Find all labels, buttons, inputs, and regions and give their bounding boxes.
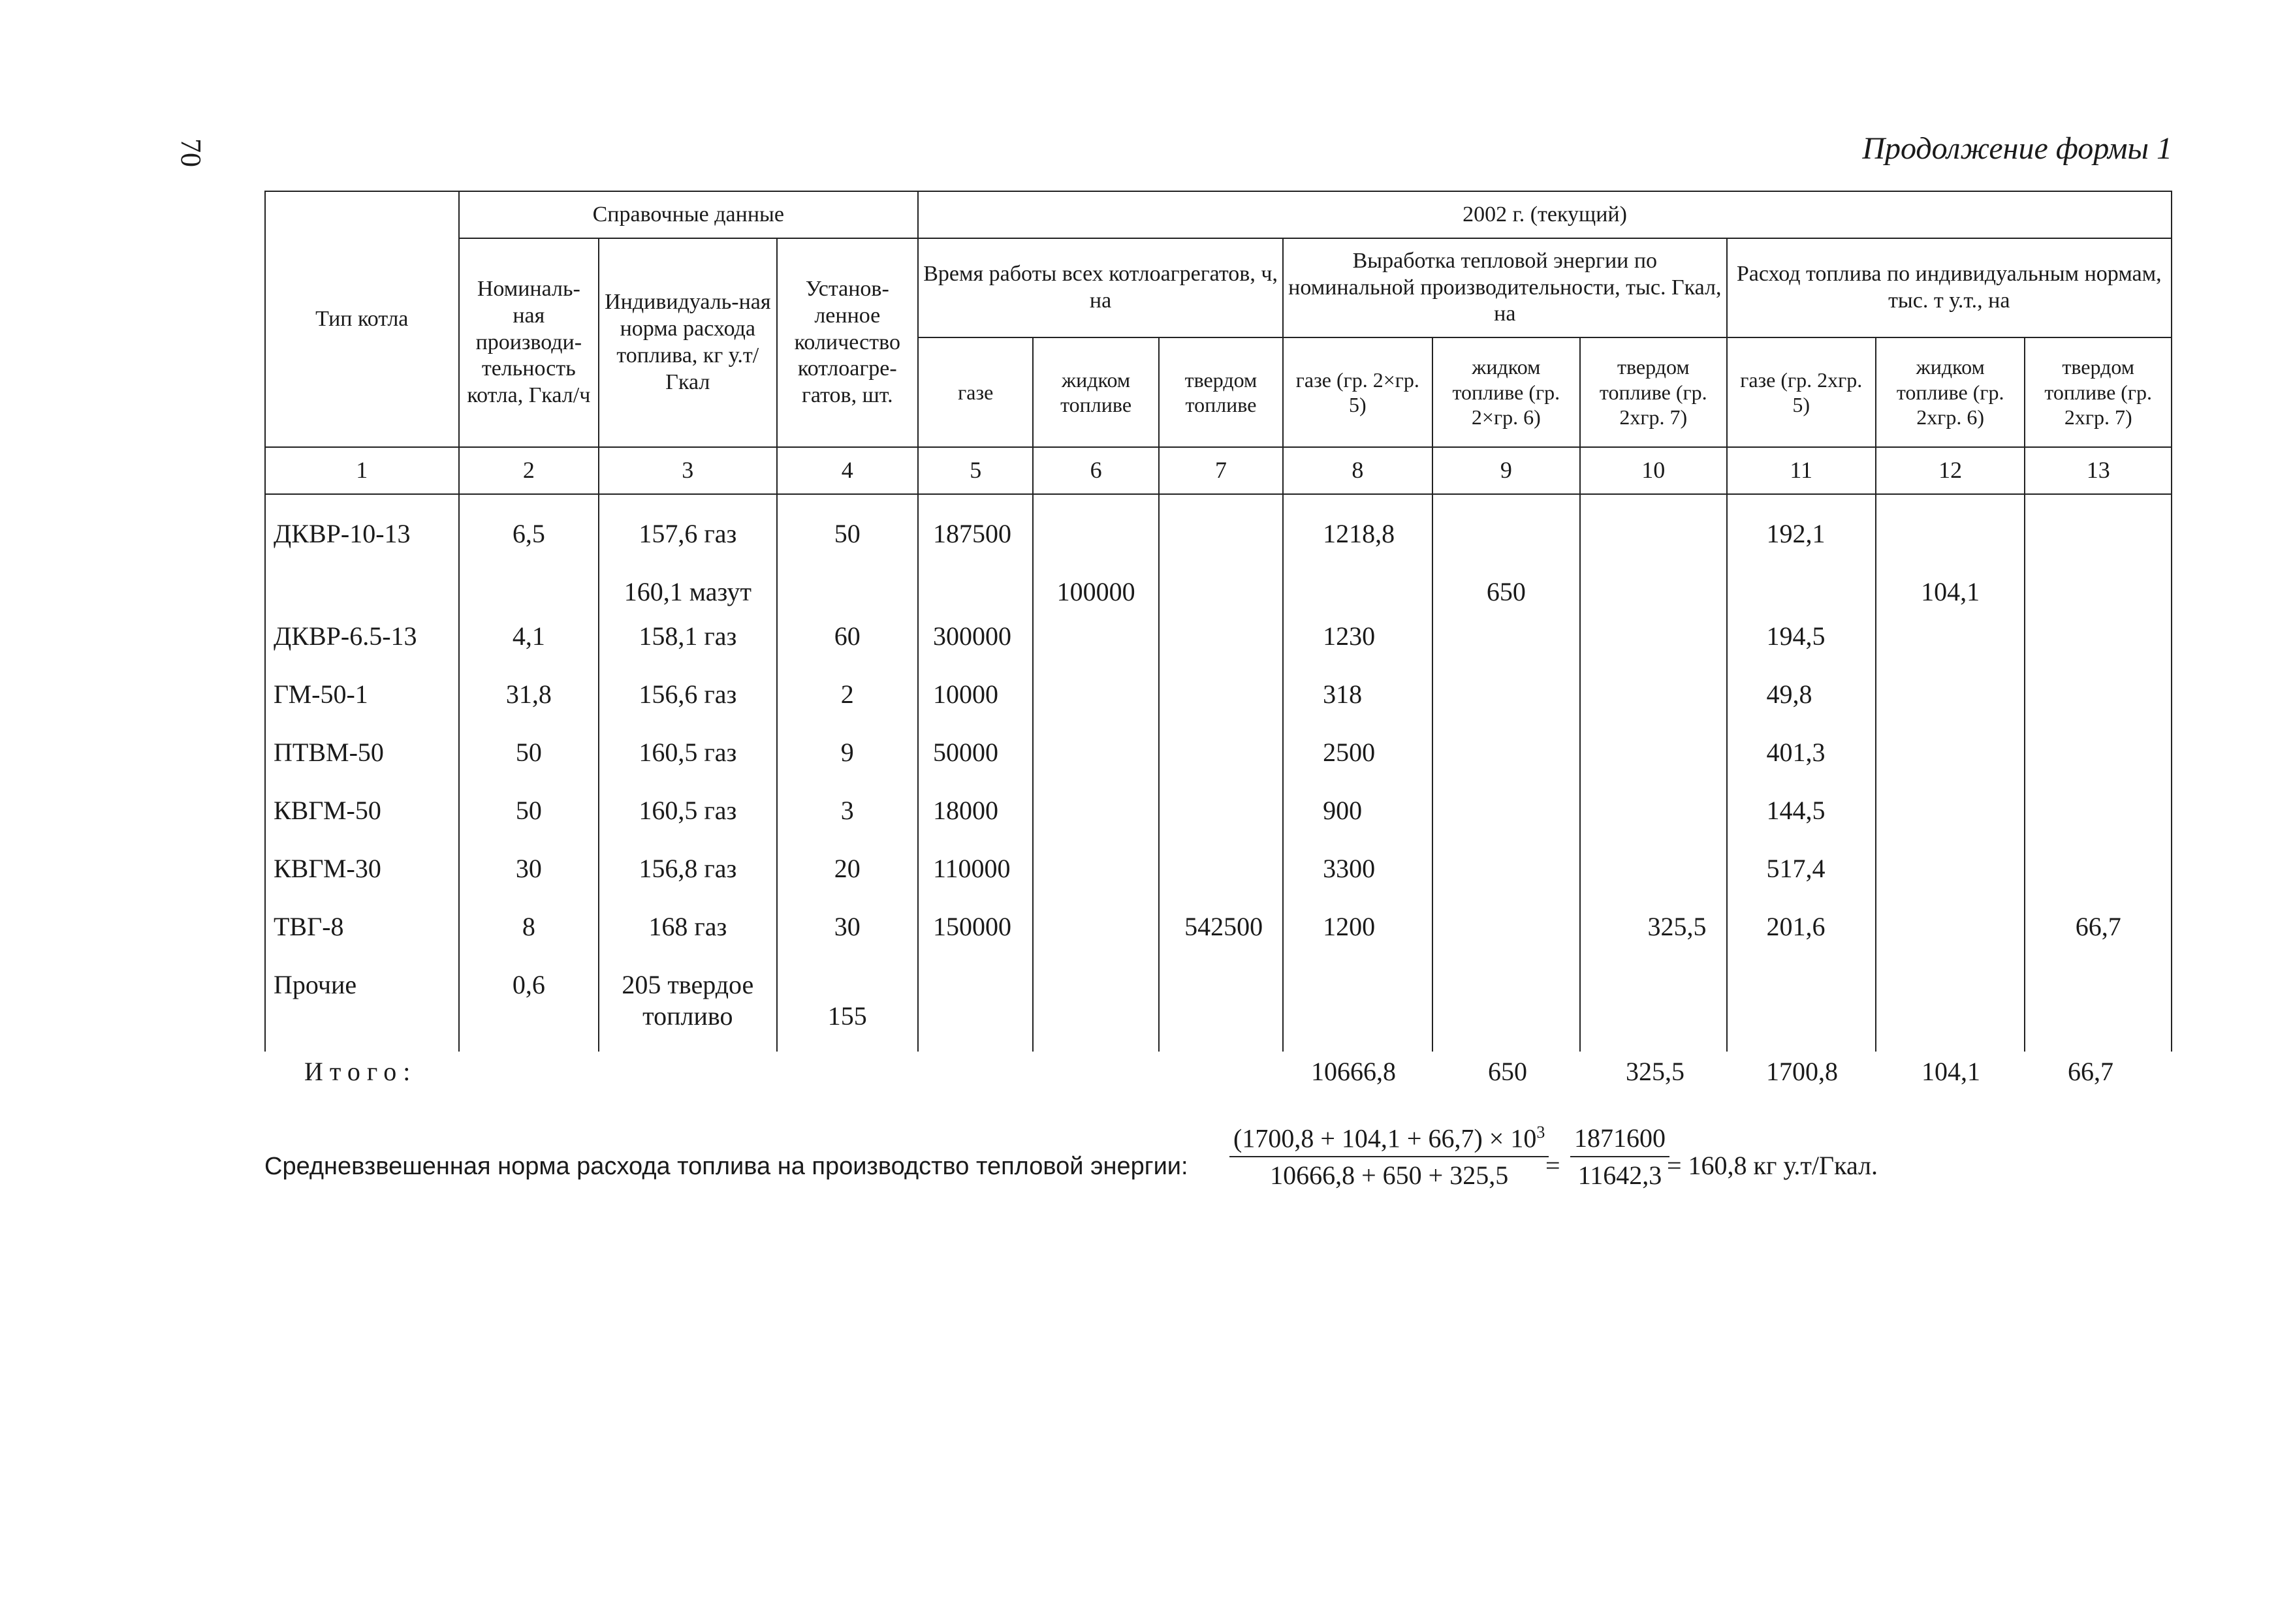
header-heat-output: Выработка тепловой энергии по номинальной производительности, тыс. Гкал, на [1283, 238, 1726, 337]
cell-time-liquid [1033, 494, 1158, 574]
formula-caption: Средневзвешенная норма расхода топлива на производство тепловой энергии: [264, 1153, 1188, 1180]
cell-fuel-liquid: 104,1 [1876, 574, 2025, 618]
cell-capacity [459, 574, 599, 618]
cell-heat-liquid: 650 [1432, 574, 1580, 618]
cell-fuel-solid [2025, 792, 2172, 851]
cell-empty [2025, 967, 2172, 1052]
cell-fuel-liquid [1876, 676, 2025, 734]
cell-norm: 157,6 газ [599, 494, 777, 574]
cell-capacity: 8 [459, 909, 599, 967]
cell-empty [1432, 967, 1580, 1052]
cell-fuel-liquid [1876, 734, 2025, 792]
cell-fuel-solid [2025, 618, 2172, 676]
cell-fuel-solid [2025, 851, 2172, 909]
formula-fraction-2 [1570, 1123, 1669, 1191]
header-wt-gas: газе [918, 337, 1033, 447]
cell-capacity: 6,5 [459, 494, 599, 574]
cell-time-gas: 50000 [918, 734, 1033, 792]
cell-fuel-gas: 517,4 [1727, 851, 1876, 909]
header-installed-count: Установ-ленное количество котлоагре-гатов, шт. [777, 238, 918, 447]
cell-time-liquid [1033, 909, 1158, 967]
cell-heat-gas [1283, 574, 1432, 618]
cell-count: 9 [777, 734, 918, 792]
page-number: 70 [175, 138, 207, 167]
cell-heat-solid [1580, 618, 1726, 676]
cell-time-solid [1159, 494, 1283, 574]
cell-heat-solid [1580, 851, 1726, 909]
header-fc-gas: газе (гр. 2хгр. 5) [1727, 337, 1876, 447]
cell-heat-gas: 1218,8 [1283, 494, 1432, 574]
cell-norm: 156,6 газ [599, 676, 777, 734]
cell-boiler-type: Прочие [265, 967, 459, 1052]
cell-boiler-type: ПТВМ-50 [265, 734, 459, 792]
header-work-time: Время работы всех котлоагрегатов, ч, на [918, 238, 1283, 337]
cell-capacity: 50 [459, 792, 599, 851]
cell-heat-gas: 1200 [1283, 909, 1432, 967]
cell-count: 2 [777, 676, 918, 734]
cell-fuel-gas: 194,5 [1727, 618, 1876, 676]
cell-fuel-liquid [1876, 909, 2025, 967]
cell-heat-liquid [1432, 851, 1580, 909]
cell-boiler-type: ТВГ-8 [265, 909, 459, 967]
column-number: 9 [1432, 447, 1580, 494]
formula-numerator-2: 1871600 [1570, 1123, 1669, 1157]
formula-denominator-2: 11642,3 [1577, 1161, 1662, 1190]
cell-boiler-type: ДКВР-6.5-13 [265, 618, 459, 676]
table-row [265, 851, 2172, 909]
cell-time-gas: 18000 [918, 792, 1033, 851]
formula-equals: = [1545, 1151, 1560, 1180]
column-number: 13 [2025, 447, 2172, 494]
cell-capacity: 31,8 [459, 676, 599, 734]
cell-boiler-type: КВГМ-50 [265, 792, 459, 851]
cell-time-solid [1159, 676, 1283, 734]
cell-heat-solid [1580, 494, 1726, 574]
cell-boiler-type: ДКВР-10-13 [265, 494, 459, 574]
header-fc-solid: твердом топливе (гр. 2хгр. 7) [2025, 337, 2172, 447]
cell-heat-gas: 3300 [1283, 851, 1432, 909]
cell-heat-solid [1580, 676, 1726, 734]
total-fuel-liquid: 104,1 [1921, 1057, 1980, 1086]
formula-denominator-1: 10666,8 + 650 + 325,5 [1270, 1161, 1509, 1191]
table-row [265, 676, 2172, 734]
cell-heat-gas: 1230 [1283, 618, 1432, 676]
header-fc-liquid: жидком топливе (гр. 2хгр. 6) [1876, 337, 2025, 447]
column-number: 8 [1283, 447, 1432, 494]
cell-fuel-gas: 201,6 [1727, 909, 1876, 967]
total-fuel-solid: 66,7 [2068, 1057, 2113, 1086]
header-ho-solid: твердом топливе (гр. 2хгр. 7) [1580, 337, 1726, 447]
cell-fuel-solid [2025, 574, 2172, 618]
cell-time-liquid: 100000 [1033, 574, 1158, 618]
column-number: 1 [265, 447, 459, 494]
cell-heat-solid [1580, 792, 1726, 851]
cell-heat-liquid [1432, 618, 1580, 676]
cell-fuel-liquid [1876, 851, 2025, 909]
cell-count [777, 574, 918, 618]
continuation-heading: Продолжение формы 1 [1862, 131, 2172, 166]
table-row [265, 574, 2172, 618]
cell-empty [1283, 967, 1432, 1052]
header-wt-liquid: жидком топливе [1033, 337, 1158, 447]
formula-fraction-1 [1229, 1123, 1549, 1191]
cell-time-gas: 10000 [918, 676, 1033, 734]
cell-fuel-gas: 192,1 [1727, 494, 1876, 574]
cell-empty [1033, 967, 1158, 1052]
table-row [265, 967, 2172, 1052]
cell-empty [1159, 967, 1283, 1052]
cell-heat-solid: 325,5 [1580, 909, 1726, 967]
cell-fuel-liquid [1876, 618, 2025, 676]
table-row [265, 792, 2172, 851]
cell-heat-liquid [1432, 734, 1580, 792]
cell-time-gas: 150000 [918, 909, 1033, 967]
cell-time-solid [1159, 851, 1283, 909]
cell-boiler-type [265, 574, 459, 618]
cell-heat-liquid [1432, 494, 1580, 574]
cell-count: 30 [777, 909, 918, 967]
table-row [265, 734, 2172, 792]
cell-fuel-solid [2025, 676, 2172, 734]
header-ho-liquid: жидком топливе (гр. 2×гр. 6) [1432, 337, 1580, 447]
cell-boiler-type: ГМ-50-1 [265, 676, 459, 734]
cell-fuel-solid: 66,7 [2025, 909, 2172, 967]
header-ho-gas: газе (гр. 2×гр. 5) [1283, 337, 1432, 447]
cell-count: 155 [777, 967, 918, 1052]
column-number: 7 [1159, 447, 1283, 494]
cell-time-solid [1159, 792, 1283, 851]
column-number: 6 [1033, 447, 1158, 494]
cell-time-solid [1159, 574, 1283, 618]
cell-heat-solid [1580, 734, 1726, 792]
total-heat-gas: 10666,8 [1311, 1057, 1396, 1086]
cell-time-solid [1159, 734, 1283, 792]
cell-heat-solid [1580, 574, 1726, 618]
cell-count: 20 [777, 851, 918, 909]
cell-fuel-gas: 144,5 [1727, 792, 1876, 851]
column-number-row [265, 447, 2172, 494]
formula-result: = 160,8 кг у.т/Гкал. [1667, 1151, 1878, 1180]
total-heat-liquid: 650 [1488, 1057, 1527, 1086]
total-fuel-gas: 1700,8 [1766, 1057, 1838, 1086]
cell-time-gas: 187500 [918, 494, 1033, 574]
cell-fuel-gas: 49,8 [1727, 676, 1876, 734]
cell-norm: 205 твердое топливо [599, 967, 777, 1052]
table-body [265, 494, 2172, 1052]
cell-norm: 168 газ [599, 909, 777, 967]
cell-time-liquid [1033, 618, 1158, 676]
cell-capacity: 30 [459, 851, 599, 909]
column-number: 10 [1580, 447, 1726, 494]
header-period: 2002 г. (текущий) [918, 191, 2172, 238]
cell-heat-liquid [1432, 676, 1580, 734]
weighted-norm-formula [264, 1123, 2223, 1201]
cell-time-liquid [1033, 792, 1158, 851]
cell-norm: 160,1 мазут [599, 574, 777, 618]
cell-time-liquid [1033, 734, 1158, 792]
cell-heat-liquid [1432, 792, 1580, 851]
cell-norm: 156,8 газ [599, 851, 777, 909]
cell-empty [918, 967, 1033, 1052]
cell-fuel-solid [2025, 734, 2172, 792]
cell-count: 3 [777, 792, 918, 851]
cell-time-liquid [1033, 851, 1158, 909]
cell-capacity: 0,6 [459, 967, 599, 1052]
header-fuel-consumption: Расход топлива по индивидуальным нормам, тыс. т у.т., на [1727, 238, 2172, 337]
column-number: 5 [918, 447, 1033, 494]
header-nominal-capacity: Номиналь-ная производи-тельность котла, Гкал/ч [459, 238, 599, 447]
formula-numerator-1: $(1700,8 + 104,1 + 66,7) \times 10^3$ [1229, 1123, 1549, 1157]
cell-count: 60 [777, 618, 918, 676]
cell-fuel-gas: 401,3 [1727, 734, 1876, 792]
cell-count: 50 [777, 494, 918, 574]
cell-time-gas: 110000 [918, 851, 1033, 909]
column-number: 3 [599, 447, 777, 494]
cell-time-solid [1159, 618, 1283, 676]
totals-label: Итого: [304, 1057, 417, 1086]
column-number: 4 [777, 447, 918, 494]
table-row [265, 909, 2172, 967]
cell-norm: 160,5 газ [599, 734, 777, 792]
cell-time-solid: 542500 [1159, 909, 1283, 967]
cell-norm: 160,5 газ [599, 792, 777, 851]
cell-heat-gas: 2500 [1283, 734, 1432, 792]
column-number: 11 [1727, 447, 1876, 494]
column-number: 12 [1876, 447, 2025, 494]
cell-time-gas [918, 574, 1033, 618]
header-reference-data: Справочные данные [459, 191, 918, 238]
boiler-fuel-table [264, 191, 2172, 1052]
cell-time-gas: 300000 [918, 618, 1033, 676]
cell-capacity: 4,1 [459, 618, 599, 676]
table-row [265, 494, 2172, 574]
total-heat-solid: 325,5 [1626, 1057, 1684, 1086]
cell-time-liquid [1033, 676, 1158, 734]
cell-fuel-gas [1727, 574, 1876, 618]
cell-empty [1580, 967, 1726, 1052]
cell-empty [1727, 967, 1876, 1052]
cell-capacity: 50 [459, 734, 599, 792]
cell-boiler-type: КВГМ-30 [265, 851, 459, 909]
cell-heat-gas: 900 [1283, 792, 1432, 851]
table-row [265, 618, 2172, 676]
cell-norm: 158,1 газ [599, 618, 777, 676]
header-wt-solid: твердом топливе [1159, 337, 1283, 447]
cell-heat-liquid [1432, 909, 1580, 967]
cell-heat-gas: 318 [1283, 676, 1432, 734]
cell-fuel-liquid [1876, 792, 2025, 851]
cell-fuel-liquid [1876, 494, 2025, 574]
column-number: 2 [459, 447, 599, 494]
header-individual-norm: Индивидуаль-ная норма расхода топлива, кг у.т/Гкал [599, 238, 777, 447]
header-boiler-type: Тип котла [265, 191, 459, 447]
cell-empty [1876, 967, 2025, 1052]
cell-fuel-solid [2025, 494, 2172, 574]
